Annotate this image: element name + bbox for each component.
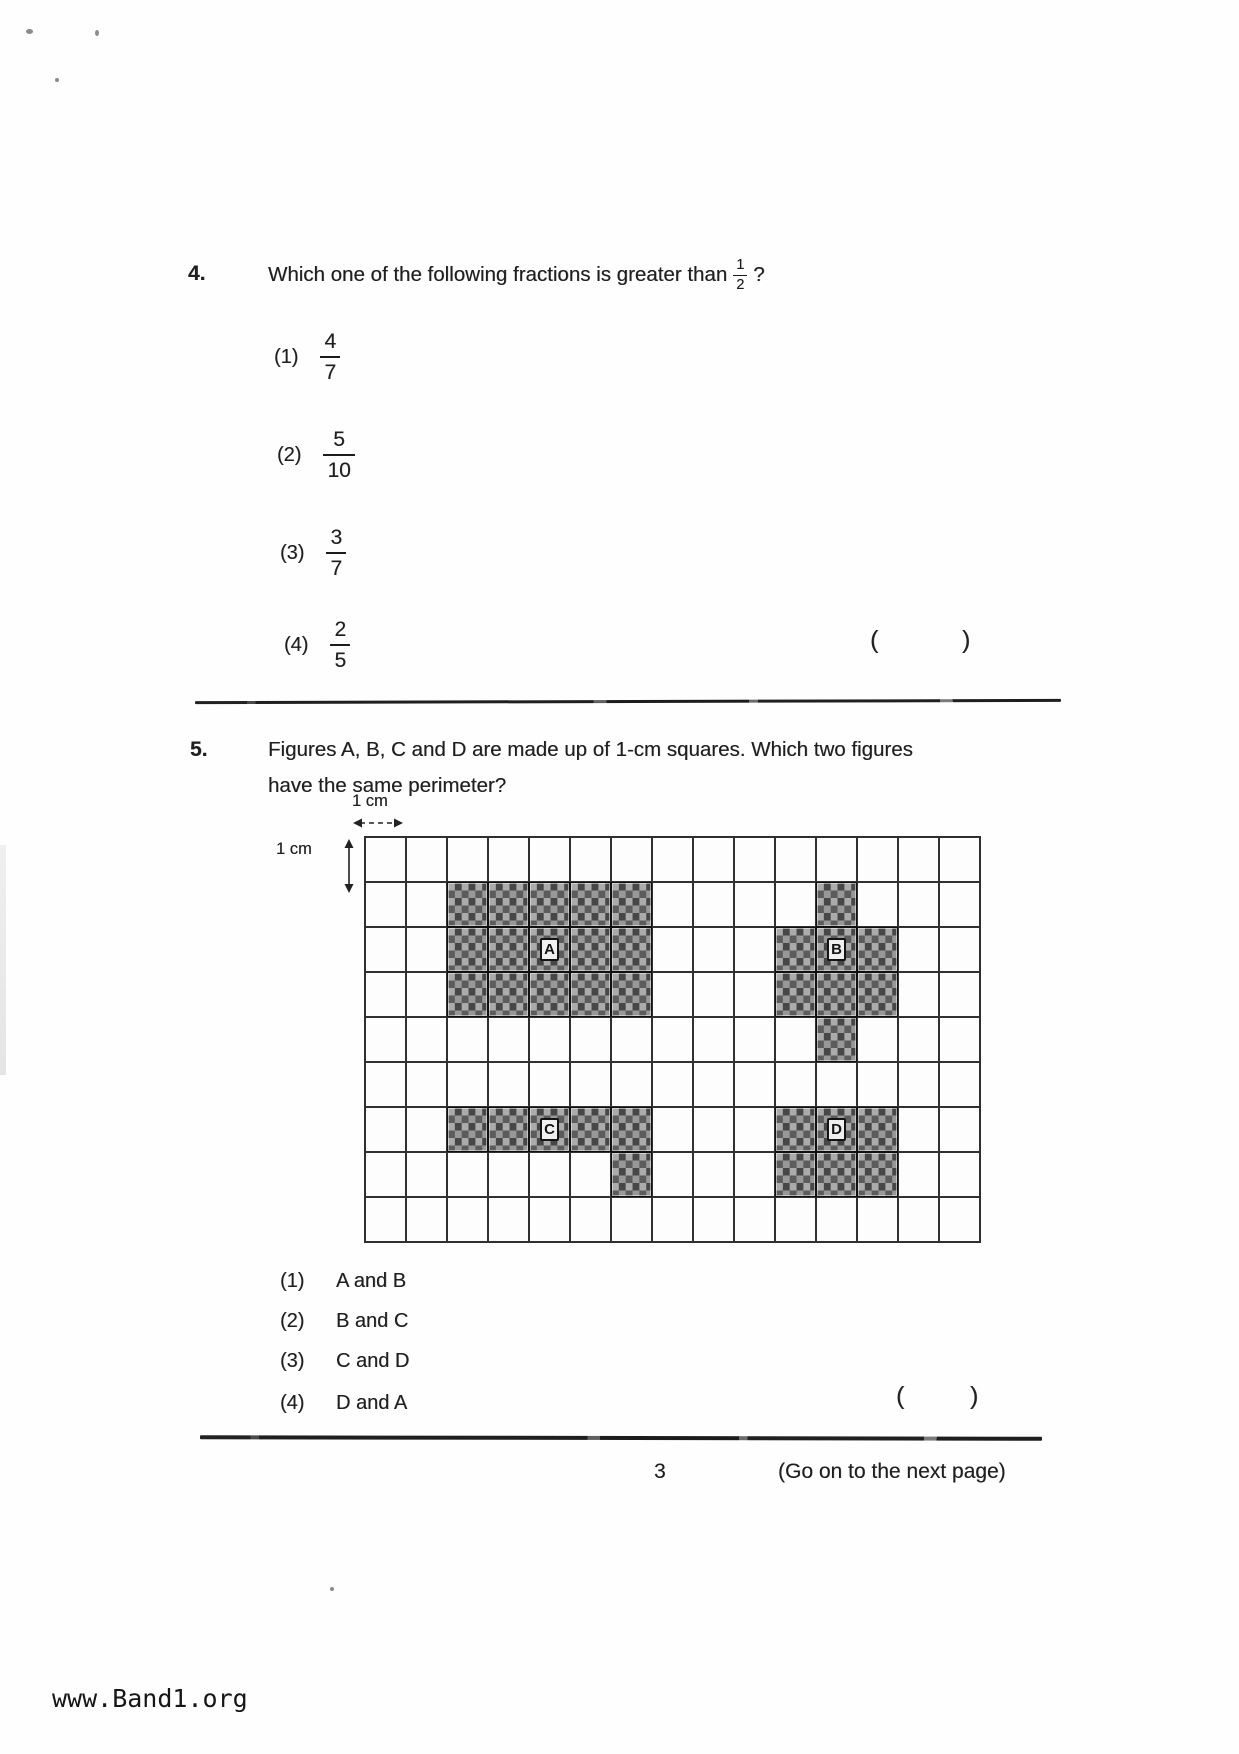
option-fraction [326, 527, 346, 579]
grid-cell [611, 1062, 652, 1107]
grid-cell [898, 1107, 939, 1152]
grid-cell [406, 927, 447, 972]
figure-square [570, 972, 611, 1017]
figure-square [488, 972, 529, 1017]
fraction-numerator: 4 [324, 330, 337, 353]
grid-cell [775, 1062, 816, 1107]
q4-option-1 [274, 328, 340, 386]
grid-cell [529, 837, 570, 882]
grid-cell [734, 1197, 775, 1242]
option-text: D and A [336, 1391, 408, 1414]
q4-option-3 [280, 524, 346, 582]
figure-square [775, 1152, 816, 1197]
grid-cell [939, 1017, 980, 1062]
q4-answer-bracket-close: ) [962, 626, 971, 654]
figure-square [529, 972, 570, 1017]
option-text: C and D [336, 1349, 410, 1372]
option-text: B and C [336, 1309, 409, 1332]
option-label: (4) [284, 633, 309, 656]
cm-height-label: 1 cm [276, 840, 312, 858]
grid-cell [529, 1197, 570, 1242]
figure-label: A [540, 938, 559, 961]
scan-speck [55, 78, 59, 82]
figure-square [529, 1107, 570, 1152]
grid-cell [939, 927, 980, 972]
grid-cell [939, 1152, 980, 1197]
grid-cell [570, 1197, 611, 1242]
q5-option-1 [280, 1266, 406, 1296]
grid-cell [734, 1107, 775, 1152]
q5-answer-bracket-open: ( [896, 1382, 905, 1410]
grid-cell [365, 837, 406, 882]
figure-square [488, 882, 529, 927]
grid-cell [406, 1017, 447, 1062]
grid-cell [775, 837, 816, 882]
grid-cell [734, 837, 775, 882]
grid-cell [939, 1062, 980, 1107]
separator-line [200, 1435, 1042, 1440]
grid-cell [488, 1062, 529, 1107]
option-label: (4) [280, 1391, 305, 1414]
question-5-text-line2: have the same perimeter? [268, 774, 507, 797]
cm-height-arrow-icon [342, 838, 356, 894]
grid-cell [652, 1062, 693, 1107]
grid-cell [488, 1197, 529, 1242]
inline-fraction-one-half [733, 258, 747, 292]
q5-option-3 [280, 1346, 409, 1376]
figure-label: C [540, 1118, 559, 1141]
separator-line [195, 699, 1061, 704]
grid-cell [365, 882, 406, 927]
figure-square [447, 927, 488, 972]
grid-cell [652, 882, 693, 927]
grid-cell [570, 1152, 611, 1197]
grid-cell [693, 927, 734, 972]
grid-cell [816, 1197, 857, 1242]
figure-square [611, 927, 652, 972]
grid-cell [529, 1152, 570, 1197]
option-fraction [320, 331, 340, 383]
option-label: (2) [280, 1309, 305, 1332]
figure-label: D [827, 1118, 846, 1141]
q5-option-2 [280, 1306, 408, 1336]
grid-cell [857, 1062, 898, 1107]
question-4-text [268, 247, 765, 303]
grid-cell [734, 1062, 775, 1107]
grid-cell [447, 1017, 488, 1062]
grid-cell [693, 837, 734, 882]
grid-cell [365, 927, 406, 972]
fraction-denominator: 2 [733, 275, 747, 293]
page-number: 3 [654, 1460, 666, 1483]
figure-square [611, 1107, 652, 1152]
q5-option-4 [280, 1388, 407, 1418]
question-4-text-after: ? [753, 263, 765, 286]
grid-cell [447, 837, 488, 882]
grid-cell [406, 882, 447, 927]
grid-cell [365, 1152, 406, 1197]
grid-cell [447, 1152, 488, 1197]
grid-cell [406, 1152, 447, 1197]
scan-speck [95, 30, 99, 36]
grid-cell [939, 1197, 980, 1242]
grid-cell [693, 1197, 734, 1242]
grid-cell [734, 972, 775, 1017]
grid-cell [816, 1062, 857, 1107]
grid-cell [570, 837, 611, 882]
fraction-numerator: 1 [736, 257, 745, 273]
fraction-numerator: 2 [334, 618, 347, 641]
fraction-denominator: 10 [323, 454, 354, 481]
grid-cell [529, 1017, 570, 1062]
grid-cell [693, 1017, 734, 1062]
grid-cell [406, 1107, 447, 1152]
option-fraction [330, 619, 350, 671]
grid-cell [734, 1152, 775, 1197]
q4-option-2 [277, 426, 355, 484]
figure-square [488, 1107, 529, 1152]
grid-cell [939, 837, 980, 882]
grid-cell [898, 1062, 939, 1107]
grid-cell [898, 1152, 939, 1197]
figure-square [775, 927, 816, 972]
grid-cell [406, 837, 447, 882]
figure-square [447, 972, 488, 1017]
grid-cell [693, 882, 734, 927]
figure-square [816, 882, 857, 927]
grid-cell [857, 1197, 898, 1242]
grid-cell [652, 1152, 693, 1197]
fraction-numerator: 3 [330, 526, 343, 549]
grid-cell [406, 1062, 447, 1107]
grid-cell [734, 882, 775, 927]
question-4-text-before: Which one of the following fractions is greater than [268, 263, 728, 286]
grid-cell [570, 1062, 611, 1107]
grid-cell [365, 1107, 406, 1152]
figure-square [570, 882, 611, 927]
cm-width-label: 1 cm [352, 792, 388, 810]
figure-square [488, 927, 529, 972]
grid-cell [816, 837, 857, 882]
grid-cell [898, 882, 939, 927]
watermark: www.Band1.org [52, 1684, 248, 1713]
grid-cell [488, 1152, 529, 1197]
q4-answer-bracket-open: ( [870, 626, 879, 654]
figure-square [529, 927, 570, 972]
figure-square [816, 1107, 857, 1152]
grid-cell [406, 1197, 447, 1242]
grid-cell [365, 1062, 406, 1107]
q5-answer-bracket-close: ) [970, 1382, 979, 1410]
grid-cell [857, 882, 898, 927]
option-text: A and B [336, 1269, 407, 1292]
figure-square [857, 972, 898, 1017]
figure-square [529, 882, 570, 927]
fraction-denominator: 7 [326, 552, 346, 579]
figure-square [816, 927, 857, 972]
cm-width-arrow-icon [352, 816, 404, 830]
grid-cell [693, 1152, 734, 1197]
option-label: (1) [280, 1269, 305, 1292]
grid-cell [775, 1017, 816, 1062]
scan-speck [330, 1587, 334, 1591]
grid-cell [611, 1017, 652, 1062]
grid-cell [611, 1197, 652, 1242]
figure-square [775, 972, 816, 1017]
figure-square [816, 1017, 857, 1062]
scan-speck [26, 29, 33, 34]
grid-cell [611, 837, 652, 882]
grid-cell [488, 837, 529, 882]
footer-note: (Go on to the next page) [778, 1460, 1006, 1483]
cm-grid [364, 836, 981, 1243]
grid-cell [693, 1107, 734, 1152]
grid-cell [939, 972, 980, 1017]
figure-square [611, 882, 652, 927]
grid-cell [693, 1062, 734, 1107]
q4-option-4 [284, 616, 350, 674]
grid-cell [652, 1197, 693, 1242]
grid-cell [365, 972, 406, 1017]
figure-label: B [827, 938, 846, 961]
grid-cell [898, 972, 939, 1017]
grid-cell [447, 1197, 488, 1242]
grid-cell [365, 1017, 406, 1062]
figure-square [775, 1107, 816, 1152]
grid-cell [857, 837, 898, 882]
question-5-number: 5. [190, 738, 208, 761]
scan-smudge [0, 845, 6, 1075]
grid-cell [365, 1197, 406, 1242]
figure-square [447, 1107, 488, 1152]
grid-cell [939, 1107, 980, 1152]
fraction-denominator: 7 [320, 356, 340, 383]
grid-cell [406, 972, 447, 1017]
grid-cell [898, 927, 939, 972]
grid-cell [898, 837, 939, 882]
option-label: (1) [274, 345, 299, 368]
grid-cell [652, 972, 693, 1017]
option-label: (3) [280, 541, 305, 564]
grid-cell [570, 1017, 611, 1062]
figure-square [570, 1107, 611, 1152]
grid-cell [652, 927, 693, 972]
figure-square [447, 882, 488, 927]
grid-cell [529, 1062, 570, 1107]
grid-cell [775, 882, 816, 927]
fraction-denominator: 5 [330, 644, 350, 671]
option-label: (2) [277, 443, 302, 466]
option-fraction [323, 429, 354, 481]
figure-square [857, 927, 898, 972]
grid-cell [898, 1017, 939, 1062]
grid-cell [652, 1017, 693, 1062]
figure-square [611, 1152, 652, 1197]
grid-cell [693, 972, 734, 1017]
figure-square [816, 1152, 857, 1197]
option-label: (3) [280, 1349, 305, 1372]
grid-cell [857, 1017, 898, 1062]
question-4-number: 4. [188, 262, 206, 285]
grid-cell [898, 1197, 939, 1242]
question-5-text-line1: Figures A, B, C and D are made up of 1-cm squares. Which two figures [268, 738, 913, 761]
grid-cell [488, 1017, 529, 1062]
figure-square [816, 972, 857, 1017]
figure-square [611, 972, 652, 1017]
grid-cell [734, 1017, 775, 1062]
grid-cell [652, 837, 693, 882]
grid-cell [734, 927, 775, 972]
grid-cell [775, 1197, 816, 1242]
figure-square [570, 927, 611, 972]
figure-square [857, 1152, 898, 1197]
fraction-numerator: 5 [333, 428, 345, 451]
grid-cell [447, 1062, 488, 1107]
grid-cell [939, 882, 980, 927]
grid-cell [652, 1107, 693, 1152]
figure-square [857, 1107, 898, 1152]
